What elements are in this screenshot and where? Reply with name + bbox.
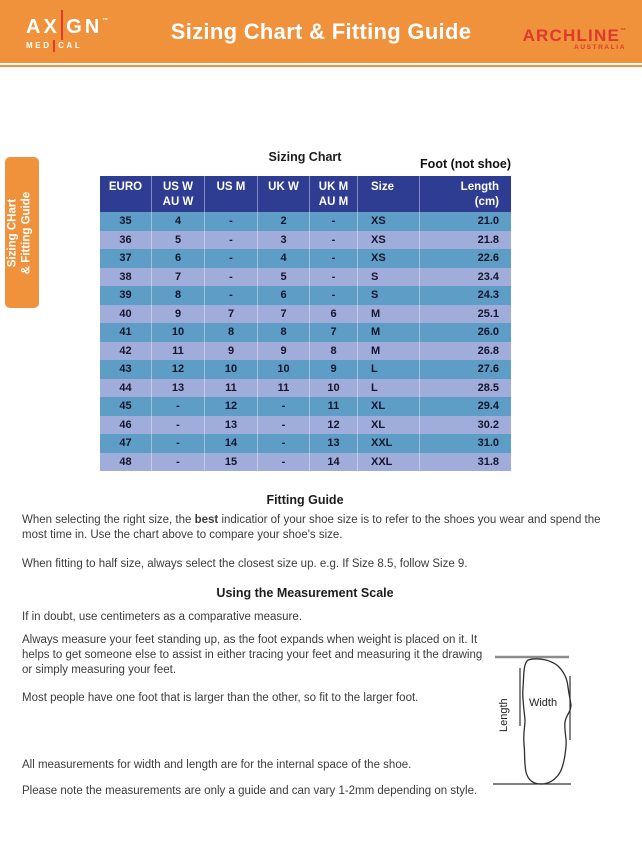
table-cell: 24.3 (477, 289, 499, 302)
table-cell: 7 (205, 305, 258, 324)
axign-sub1: MED (26, 41, 52, 50)
table-header-cell: UK W (258, 176, 310, 212)
table-cell: 13 (205, 416, 258, 435)
table-cell: - (205, 268, 258, 287)
table-header-cell: EURO (100, 176, 152, 212)
table-cell: L (358, 360, 420, 379)
table-cell: - (152, 416, 205, 435)
table-cell: L (358, 379, 420, 398)
table-row (100, 379, 511, 398)
table-cell: 6 (258, 286, 310, 305)
table-cell: - (152, 397, 205, 416)
table-cell: 30.2 (477, 418, 499, 431)
table-cell: 36 (100, 231, 152, 250)
measurement-paragraph-4: All measurements for width and length are for the internal space of the shoe. (22, 759, 412, 771)
table-cell: 9 (152, 305, 205, 324)
table-cell: 5 (152, 231, 205, 250)
table-row (100, 231, 511, 250)
axign-logo (26, 9, 108, 52)
axign-trademark: ™ (102, 18, 109, 24)
foot-not-shoe-label: Foot (not shoe) (420, 157, 511, 171)
table-row (100, 286, 511, 305)
table-cell: 7 (310, 323, 358, 342)
axign-wordmark (26, 9, 108, 40)
table-cell: 10 (205, 360, 258, 379)
sizing-table-head (100, 176, 511, 212)
table-cell: - (205, 249, 258, 268)
table-row (100, 360, 511, 379)
measurement-scale-heading: Using the Measurement Scale (216, 586, 394, 600)
table-cell: 12 (310, 416, 358, 435)
page-title: Sizing Chart & Fitting Guide (170, 19, 472, 44)
table-cell: 11 (205, 379, 258, 398)
table-cell: - (310, 212, 358, 231)
fitting-guide-heading: Fitting Guide (266, 493, 344, 507)
table-cell: 5 (258, 268, 310, 287)
table-cell: - (310, 231, 358, 250)
table-cell: - (258, 397, 310, 416)
table-cell: M (358, 323, 420, 342)
table-cell: 8 (258, 323, 310, 342)
table-row (100, 453, 511, 472)
table-header-cell: US M (205, 176, 258, 212)
table-header-cell: Length (cm) (460, 181, 499, 208)
table-cell: - (205, 212, 258, 231)
side-tab-line2: & Fitting Guide (20, 191, 32, 274)
side-tab (5, 157, 39, 308)
table-cell: - (152, 434, 205, 453)
table-cell: 3 (258, 231, 310, 250)
table-cell: 15 (205, 453, 258, 472)
table-cell: 9 (205, 342, 258, 361)
side-tab-label (5, 157, 39, 308)
table-header-cell: Size (358, 176, 420, 212)
table-cell: 23.4 (477, 270, 499, 283)
table-cell: - (310, 249, 358, 268)
table-cell: 13 (310, 434, 358, 453)
paragraph-text: When selecting the right size, the (22, 514, 195, 526)
table-cell: 9 (310, 360, 358, 379)
table-cell: 28.5 (477, 381, 499, 394)
table-cell: 42 (100, 342, 152, 361)
table-cell: XXL (358, 453, 420, 472)
table-cell: 10 (310, 379, 358, 398)
table-cell: 43 (100, 360, 152, 379)
table-cell: 38 (100, 268, 152, 287)
table-row (100, 249, 511, 268)
table-cell: 8 (152, 286, 205, 305)
table-cell: 47 (100, 434, 152, 453)
table-cell: 35 (100, 212, 152, 231)
table-cell: 22.6 (477, 252, 499, 265)
table-row (100, 212, 511, 231)
table-cell: 27.6 (477, 363, 499, 376)
table-cell: 6 (152, 249, 205, 268)
table-cell: 12 (152, 360, 205, 379)
table-cell: XS (358, 249, 420, 268)
table-header-cell: UK M AU M (310, 176, 358, 212)
table-row (100, 305, 511, 324)
archline-wordmark (523, 22, 626, 45)
measurement-paragraph-1: If in doubt, use centimeters as a comparative measure. (22, 611, 302, 623)
table-cell: 2 (258, 212, 310, 231)
table-cell: - (310, 286, 358, 305)
table-row (100, 268, 511, 287)
table-cell: 8 (205, 323, 258, 342)
table-cell: 37 (100, 249, 152, 268)
table-cell: XS (358, 212, 420, 231)
side-tab-line1: Sizing CHart (6, 198, 18, 267)
table-cell: - (205, 231, 258, 250)
table-cell: 46 (100, 416, 152, 435)
table-cell: XS (358, 231, 420, 250)
sizing-chart-title: Sizing Chart (268, 150, 342, 164)
table-cell: - (258, 453, 310, 472)
foot-outline-icon (523, 659, 571, 784)
axign-part2: GN (66, 16, 103, 38)
table-cell: 29.4 (477, 400, 499, 413)
table-cell: 31.8 (477, 455, 499, 468)
table-cell: 14 (310, 453, 358, 472)
width-label: Width (528, 697, 558, 709)
axign-red-line-icon (53, 40, 56, 52)
axign-part1: AX (26, 16, 60, 38)
table-cell: 9 (258, 342, 310, 361)
table-cell: 6 (310, 305, 358, 324)
table-cell: 26.0 (477, 326, 499, 339)
table-row (100, 397, 511, 416)
table-cell: M (358, 342, 420, 361)
table-cell: 7 (258, 305, 310, 324)
table-row (100, 416, 511, 435)
archline-logo (523, 22, 626, 51)
table-cell: 39 (100, 286, 152, 305)
table-row (100, 323, 511, 342)
table-row (100, 342, 511, 361)
foot-measurement-diagram (483, 640, 593, 805)
table-cell: 45 (100, 397, 152, 416)
table-row (100, 434, 511, 453)
table-header-cell: US W AU W (152, 176, 205, 212)
table-cell: XXL (358, 434, 420, 453)
table-cell: - (258, 416, 310, 435)
paragraph-bold-word: best (194, 514, 219, 526)
paragraph-text: indicatior of your shoe size is to refer to the shoes you wear and spend the most time in. Use the chart above to compare your shoe's size. (22, 514, 601, 541)
table-cell: 11 (152, 342, 205, 361)
sizing-table-body (100, 212, 511, 471)
table-cell: 26.8 (477, 344, 499, 357)
table-cell: 48 (100, 453, 152, 472)
axign-subtitle (26, 40, 108, 52)
table-cell: 10 (152, 323, 205, 342)
table-cell: - (258, 434, 310, 453)
table-cell: 40 (100, 305, 152, 324)
measurement-paragraph-5: Please note the measurements are only a guide and can vary 1-2mm depending on style. (22, 785, 478, 797)
header-divider (0, 65, 642, 67)
header-band (0, 0, 642, 63)
table-cell: 11 (310, 397, 358, 416)
archline-country: AUSTRALIA (574, 44, 626, 51)
table-cell: 11 (258, 379, 310, 398)
table-cell: 4 (258, 249, 310, 268)
table-cell: 41 (100, 323, 152, 342)
measurement-paragraph-2: Always measure your feet standing up, as the foot expands when weight is placed on it. It helps to get someone else to assist in either tracing your feet and measuring it the drawing or simply measuring your feet. (22, 634, 483, 676)
length-label: Length (498, 698, 510, 732)
table-cell: - (205, 286, 258, 305)
fitting-guide-paragraph-2: When fitting to half size, always select the closest size up. e.g. If Size 8.5, follow Size 9. (22, 558, 468, 570)
table-cell: - (310, 268, 358, 287)
table-cell: 14 (205, 434, 258, 453)
table-cell: S (358, 286, 420, 305)
table-cell: 21.8 (477, 233, 499, 246)
table-cell: 8 (310, 342, 358, 361)
table-cell: 25.1 (477, 307, 499, 320)
table-cell: 13 (152, 379, 205, 398)
table-cell: 31.0 (477, 437, 499, 450)
table-cell: M (358, 305, 420, 324)
table-cell: XL (358, 416, 420, 435)
table-cell: S (358, 268, 420, 287)
archline-name: ARCHLINE (522, 26, 620, 45)
table-cell: 4 (152, 212, 205, 231)
axign-red-line-icon (61, 10, 64, 40)
axign-sub2: CAL (58, 41, 83, 50)
archline-trademark: ™ (620, 28, 626, 34)
table-cell: - (152, 453, 205, 472)
table-cell: 44 (100, 379, 152, 398)
table-cell: XL (358, 397, 420, 416)
sizing-table (100, 176, 511, 471)
table-cell: 10 (258, 360, 310, 379)
table-cell: 7 (152, 268, 205, 287)
table-cell: 21.0 (477, 215, 499, 228)
measurement-paragraph-3: Most people have one foot that is larger than the other, so fit to the larger foot. (22, 692, 419, 704)
table-cell: 12 (205, 397, 258, 416)
fitting-guide-paragraph-1 (22, 513, 622, 543)
